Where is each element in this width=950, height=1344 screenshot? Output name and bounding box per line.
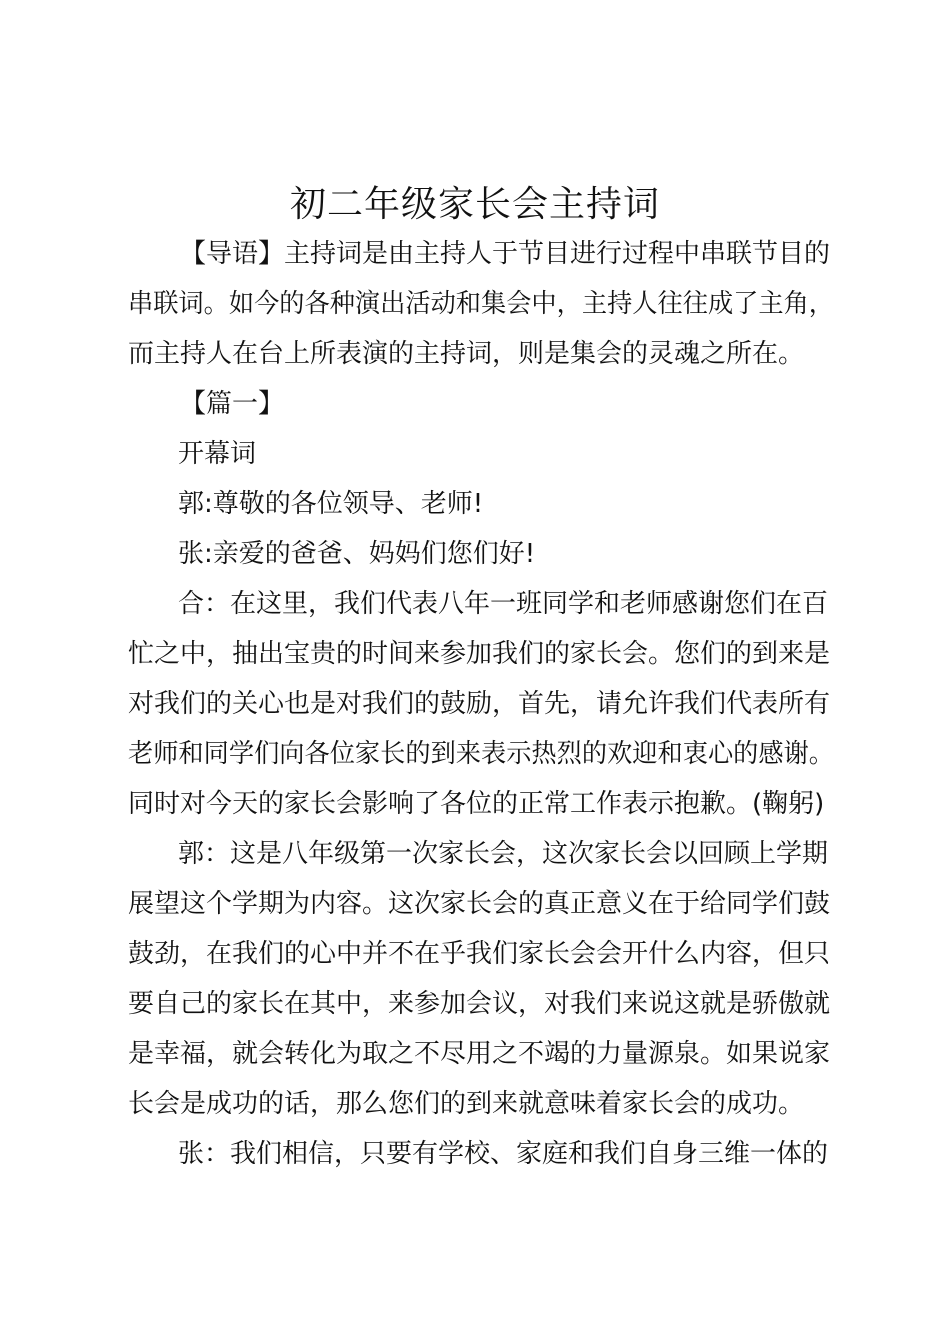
paragraph-line-guo-greeting: 郭:尊敬的各位领导、老师! xyxy=(178,489,484,519)
paragraph-line-joint-2: 忙之中，抽出宝贵的时间来参加我们的家长会。您们的到来是 xyxy=(128,639,831,669)
subheading-opening: 开幕词 xyxy=(178,439,257,469)
paragraph-line-guo-2: 展望这个学期为内容。这次家长会的真正意义在于给同学们鼓 xyxy=(128,889,831,919)
paragraph-line-zhang-greeting: 张:亲爱的爸爸、妈妈们您们好! xyxy=(178,539,536,569)
paragraph-line-joint-3: 对我们的关心也是对我们的鼓励，首先，请允许我们代表所有 xyxy=(128,689,831,719)
paragraph-line-guo-4: 要自己的家长在其中，来参加会议，对我们来说这就是骄傲就 xyxy=(128,989,831,1019)
document-title: 初二年级家长会主持词 xyxy=(289,184,660,225)
paragraph-line-guo-3: 鼓劲，在我们的心中并不在乎我们家长会会开什么内容，但只 xyxy=(128,939,831,969)
paragraph-line-joint-1: 合：在这里，我们代表八年一班同学和老师感谢您们在百 xyxy=(178,589,829,619)
paragraph-line-intro-1: 【导语】主持词是由主持人于节目进行过程中串联节目的 xyxy=(180,239,831,269)
paragraph-line-joint-4: 老师和同学们向各位家长的到来表示热烈的欢迎和衷心的感谢。 xyxy=(128,739,835,769)
paragraph-line-guo-1: 郭：这是八年级第一次家长会，这次家长会以回顾上学期 xyxy=(178,839,829,869)
paragraph-line-intro-3: 而主持人在台上所表演的主持词，则是集会的灵魂之所在。 xyxy=(128,339,805,369)
paragraph-line-intro-2: 串联词。如今的各种演出活动和集会中，主持人往往成了主角， xyxy=(128,289,835,319)
paragraph-line-guo-6: 长会是成功的话，那么您们的到来就意味着家长会的成功。 xyxy=(128,1089,805,1119)
paragraph-line-guo-5: 是幸福，就会转化为取之不尽用之不竭的力量源泉。如果说家 xyxy=(128,1039,831,1069)
section-heading: 【篇一】 xyxy=(180,389,285,419)
paragraph-line-zhang-1: 张：我们相信，只要有学校、家庭和我们自身三维一体的 xyxy=(178,1139,829,1169)
paragraph-line-joint-5: 同时对今天的家长会影响了各位的正常工作表示抱歉。(鞠躬) xyxy=(128,789,825,819)
